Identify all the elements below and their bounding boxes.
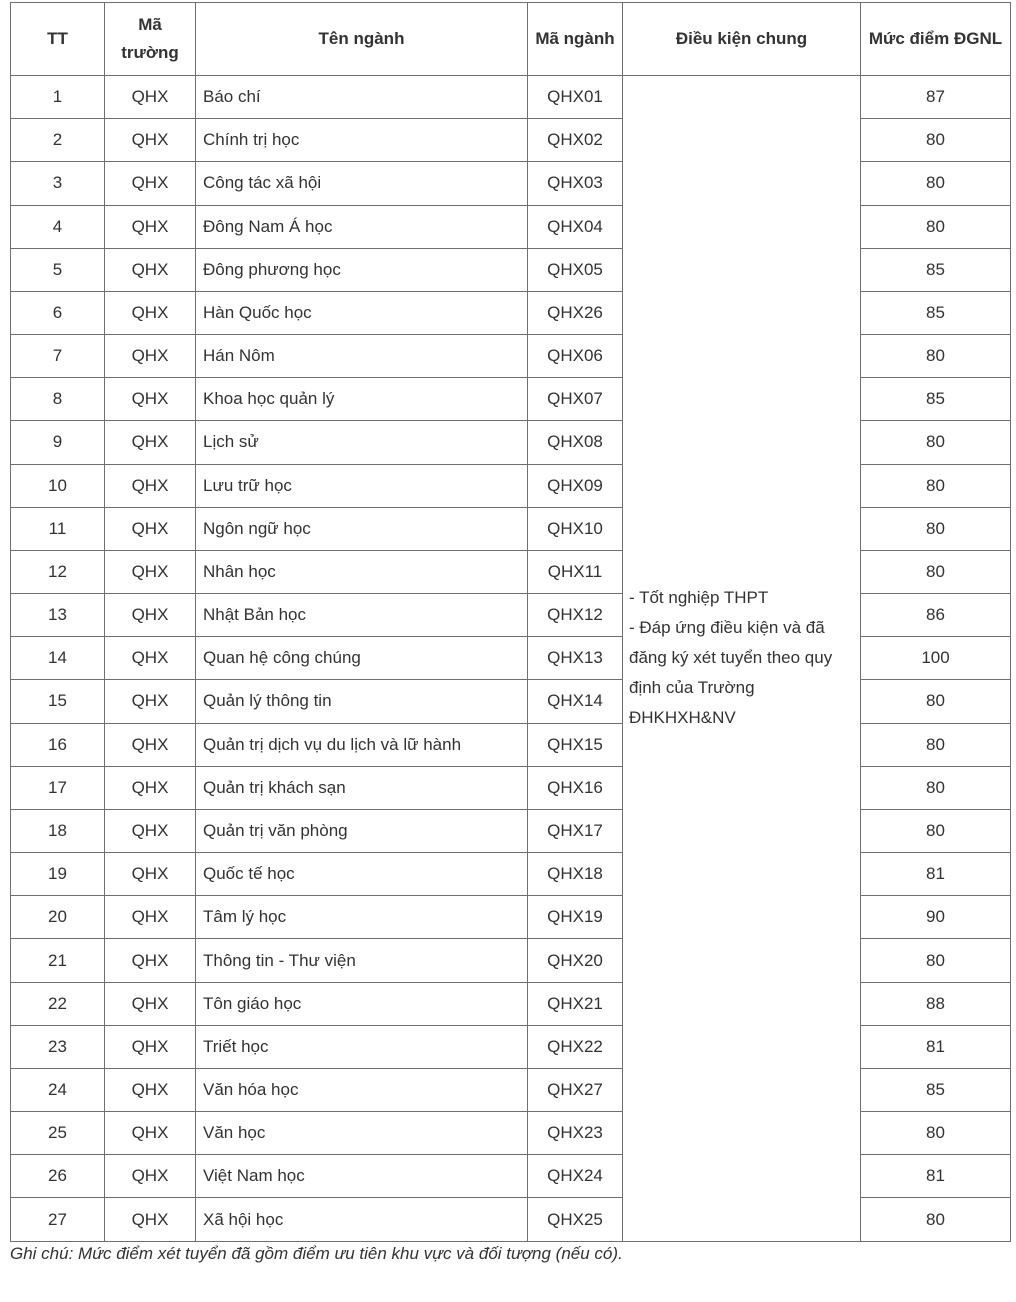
table-row	[11, 507, 1011, 550]
cell-tt: 23	[11, 1025, 105, 1068]
cell-major-code: QHX27	[528, 1068, 623, 1111]
cell-tt: 13	[11, 594, 105, 637]
cell-school-code: QHX	[105, 1025, 196, 1068]
cell-school-code: QHX	[105, 248, 196, 291]
header-ma-truong	[105, 3, 196, 76]
cell-score: 81	[861, 1155, 1011, 1198]
cell-school-code: QHX	[105, 637, 196, 680]
table-row	[11, 205, 1011, 248]
cell-tt: 10	[11, 464, 105, 507]
table-row	[11, 853, 1011, 896]
cell-major-name: Xã hội học	[196, 1198, 528, 1241]
cell-major-code: QHX18	[528, 853, 623, 896]
cell-score: 81	[861, 853, 1011, 896]
cell-major-name: Quản trị văn phòng	[196, 809, 528, 852]
cell-score: 80	[861, 1198, 1011, 1241]
cell-major-name: Tâm lý học	[196, 896, 528, 939]
cell-school-code: QHX	[105, 119, 196, 162]
cell-major-name: Thông tin - Thư viện	[196, 939, 528, 982]
cell-tt: 26	[11, 1155, 105, 1198]
cell-score: 80	[861, 335, 1011, 378]
cell-score: 80	[861, 205, 1011, 248]
condition-line: - Tốt nghiệp THPT	[629, 588, 769, 608]
cell-score: 80	[861, 507, 1011, 550]
header-dieu-kien: Điều kiện chung	[623, 3, 861, 76]
cell-major-code: QHX25	[528, 1198, 623, 1241]
cell-major-code: QHX23	[528, 1112, 623, 1155]
table-body	[11, 76, 1011, 1242]
cell-major-name: Công tác xã hội	[196, 162, 528, 205]
cell-score: 85	[861, 1068, 1011, 1111]
table-row	[11, 637, 1011, 680]
table-row	[11, 421, 1011, 464]
cell-major-name: Quản trị dịch vụ du lịch và lữ hành	[196, 723, 528, 766]
cell-tt: 18	[11, 809, 105, 852]
cell-school-code: QHX	[105, 1112, 196, 1155]
cell-major-code: QHX06	[528, 335, 623, 378]
cell-major-code: QHX24	[528, 1155, 623, 1198]
cell-major-code: QHX26	[528, 291, 623, 334]
cell-major-name: Hán Nôm	[196, 335, 528, 378]
table-row	[11, 1198, 1011, 1241]
cell-major-code: QHX11	[528, 550, 623, 593]
cell-score: 100	[861, 637, 1011, 680]
admission-score-table	[10, 2, 1011, 1242]
cell-school-code: QHX	[105, 680, 196, 723]
cell-tt: 19	[11, 853, 105, 896]
cell-major-code: QHX13	[528, 637, 623, 680]
cell-tt: 16	[11, 723, 105, 766]
cell-school-code: QHX	[105, 853, 196, 896]
table-row	[11, 119, 1011, 162]
cell-school-code: QHX	[105, 378, 196, 421]
table-row	[11, 248, 1011, 291]
header-ma-nganh: Mã ngành	[528, 3, 623, 76]
cell-school-code: QHX	[105, 507, 196, 550]
table-row	[11, 1025, 1011, 1068]
cell-general-condition	[623, 76, 861, 1242]
cell-school-code: QHX	[105, 205, 196, 248]
table-row	[11, 335, 1011, 378]
cell-major-name: Khoa học quản lý	[196, 378, 528, 421]
cell-score: 85	[861, 378, 1011, 421]
cell-major-code: QHX22	[528, 1025, 623, 1068]
cell-score: 80	[861, 680, 1011, 723]
table-row	[11, 896, 1011, 939]
cell-major-code: QHX15	[528, 723, 623, 766]
cell-school-code: QHX	[105, 1068, 196, 1111]
cell-major-code: QHX21	[528, 982, 623, 1025]
cell-score: 87	[861, 76, 1011, 119]
header-muc-diem: Mức điểm ĐGNL	[861, 3, 1011, 76]
cell-score: 80	[861, 119, 1011, 162]
cell-score: 81	[861, 1025, 1011, 1068]
cell-tt: 9	[11, 421, 105, 464]
cell-school-code: QHX	[105, 809, 196, 852]
cell-tt: 24	[11, 1068, 105, 1111]
cell-score: 86	[861, 594, 1011, 637]
header-ma-truong-line2: trường	[121, 43, 179, 62]
cell-tt: 6	[11, 291, 105, 334]
cell-major-name: Việt Nam học	[196, 1155, 528, 1198]
cell-school-code: QHX	[105, 982, 196, 1025]
cell-major-name: Quốc tế học	[196, 853, 528, 896]
cell-score: 85	[861, 248, 1011, 291]
cell-school-code: QHX	[105, 594, 196, 637]
cell-major-name: Lưu trữ học	[196, 464, 528, 507]
cell-major-name: Lịch sử	[196, 421, 528, 464]
cell-tt: 3	[11, 162, 105, 205]
table-row	[11, 162, 1011, 205]
cell-score: 80	[861, 162, 1011, 205]
table-row	[11, 680, 1011, 723]
table-row	[11, 1112, 1011, 1155]
cell-tt: 5	[11, 248, 105, 291]
cell-tt: 20	[11, 896, 105, 939]
table-row	[11, 1155, 1011, 1198]
cell-major-name: Đông Nam Á học	[196, 205, 528, 248]
cell-major-name: Triết học	[196, 1025, 528, 1068]
cell-score: 80	[861, 464, 1011, 507]
cell-major-name: Đông phương học	[196, 248, 528, 291]
cell-school-code: QHX	[105, 1198, 196, 1241]
cell-major-name: Nhật Bản học	[196, 594, 528, 637]
cell-major-name: Tôn giáo học	[196, 982, 528, 1025]
cell-major-code: QHX16	[528, 766, 623, 809]
cell-major-code: QHX10	[528, 507, 623, 550]
table-row	[11, 982, 1011, 1025]
table-row	[11, 550, 1011, 593]
cell-tt: 11	[11, 507, 105, 550]
condition-line: - Đáp ứng điều kiện và đã đăng ký xét tuyển theo quy định của Trường ĐHKHXH&NV	[629, 618, 833, 728]
table-row	[11, 809, 1011, 852]
table-row	[11, 766, 1011, 809]
cell-major-name: Ngôn ngữ học	[196, 507, 528, 550]
cell-score: 80	[861, 809, 1011, 852]
cell-school-code: QHX	[105, 421, 196, 464]
cell-score: 80	[861, 421, 1011, 464]
header-ten-nganh: Tên ngành	[196, 3, 528, 76]
cell-major-name: Văn hóa học	[196, 1068, 528, 1111]
cell-major-code: QHX17	[528, 809, 623, 852]
cell-major-code: QHX03	[528, 162, 623, 205]
table-row	[11, 464, 1011, 507]
cell-major-code: QHX01	[528, 76, 623, 119]
cell-major-code: QHX04	[528, 205, 623, 248]
cell-major-code: QHX14	[528, 680, 623, 723]
table-header-row	[11, 3, 1011, 76]
cell-tt: 22	[11, 982, 105, 1025]
cell-school-code: QHX	[105, 1155, 196, 1198]
cell-major-name: Báo chí	[196, 76, 528, 119]
cell-score: 90	[861, 896, 1011, 939]
cell-school-code: QHX	[105, 162, 196, 205]
table-row	[11, 723, 1011, 766]
table-row	[11, 378, 1011, 421]
cell-tt: 21	[11, 939, 105, 982]
cell-major-name: Chính trị học	[196, 119, 528, 162]
cell-tt: 4	[11, 205, 105, 248]
cell-major-name: Nhân học	[196, 550, 528, 593]
cell-school-code: QHX	[105, 464, 196, 507]
cell-major-code: QHX05	[528, 248, 623, 291]
cell-school-code: QHX	[105, 335, 196, 378]
table-row	[11, 76, 1011, 119]
cell-major-code: QHX19	[528, 896, 623, 939]
cell-major-code: QHX20	[528, 939, 623, 982]
cell-major-name: Quản trị khách sạn	[196, 766, 528, 809]
cell-tt: 2	[11, 119, 105, 162]
cell-major-code: QHX08	[528, 421, 623, 464]
footnote: Ghi chú: Mức điểm xét tuyển đã gồm điểm ưu tiên khu vực và đối tượng (nếu có).	[10, 1244, 623, 1263]
cell-tt: 25	[11, 1112, 105, 1155]
cell-score: 88	[861, 982, 1011, 1025]
header-tt: TT	[11, 3, 105, 76]
cell-major-name: Quản lý thông tin	[196, 680, 528, 723]
cell-score: 80	[861, 766, 1011, 809]
cell-major-name: Văn học	[196, 1112, 528, 1155]
table-row	[11, 939, 1011, 982]
cell-tt: 7	[11, 335, 105, 378]
cell-score: 80	[861, 723, 1011, 766]
cell-school-code: QHX	[105, 76, 196, 119]
cell-tt: 27	[11, 1198, 105, 1241]
table-row	[11, 594, 1011, 637]
cell-score: 80	[861, 939, 1011, 982]
cell-tt: 12	[11, 550, 105, 593]
cell-school-code: QHX	[105, 550, 196, 593]
cell-major-code: QHX02	[528, 119, 623, 162]
table-row	[11, 1068, 1011, 1111]
table-row	[11, 291, 1011, 334]
cell-school-code: QHX	[105, 939, 196, 982]
cell-major-code: QHX12	[528, 594, 623, 637]
cell-tt: 15	[11, 680, 105, 723]
cell-score: 85	[861, 291, 1011, 334]
cell-school-code: QHX	[105, 723, 196, 766]
cell-major-name: Quan hệ công chúng	[196, 637, 528, 680]
cell-major-name: Hàn Quốc học	[196, 291, 528, 334]
cell-major-code: QHX09	[528, 464, 623, 507]
cell-tt: 17	[11, 766, 105, 809]
cell-school-code: QHX	[105, 291, 196, 334]
cell-tt: 8	[11, 378, 105, 421]
header-ma-truong-line1: Mã	[138, 15, 162, 34]
cell-score: 80	[861, 550, 1011, 593]
cell-tt: 1	[11, 76, 105, 119]
cell-major-code: QHX07	[528, 378, 623, 421]
cell-school-code: QHX	[105, 896, 196, 939]
cell-school-code: QHX	[105, 766, 196, 809]
cell-tt: 14	[11, 637, 105, 680]
cell-score: 80	[861, 1112, 1011, 1155]
